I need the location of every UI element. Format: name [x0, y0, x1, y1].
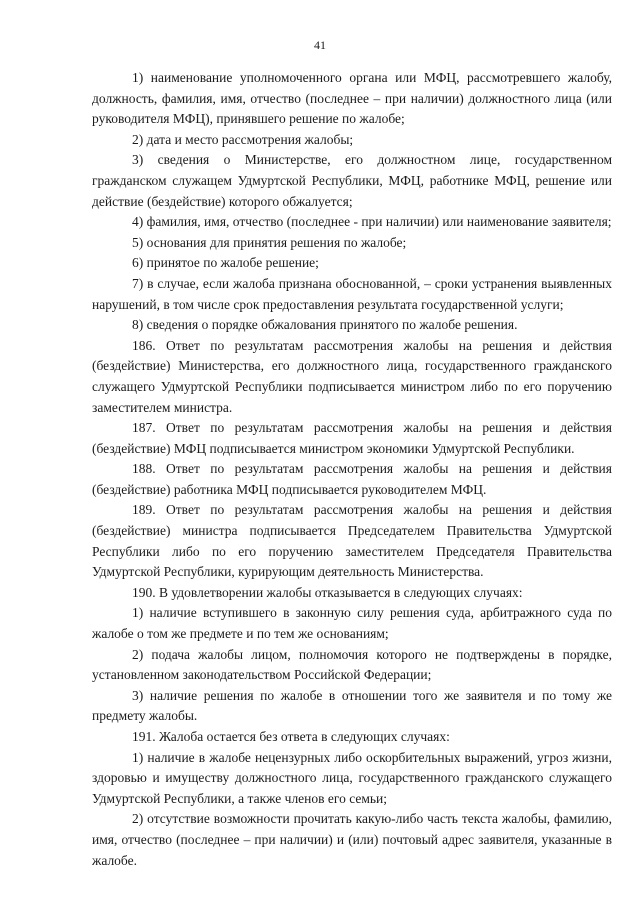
paragraph-188: 188. Ответ по результатам рассмотрения жалобы на решения и действия (бездействие) работника МФЦ подписывается руководителем МФЦ.	[92, 461, 612, 497]
paragraph-item-7-deadlines: 7) в случае, если жалоба признана обоснованной, – сроки устранения выявленных нарушений, в том числе срок предоставления результата государственной услуги;	[92, 275, 612, 312]
paragraph-191: 191. Жалоба остается без ответа в следующих случаях:	[132, 729, 450, 744]
paragraph-190-item-2: 2) подача жалобы лицом, полномочия которого не подтверждены в порядке, установленном законодательством Российской Федерации;	[92, 646, 612, 683]
paragraph-item-4-applicant: 4) фамилия, имя, отчество (последнее - при наличии) или наименование заявителя;	[132, 214, 612, 230]
paragraph-item-8-appeal: 8) сведения о порядке обжалования принятого по жалобе решения.	[132, 317, 518, 333]
paragraph-187: 187. Ответ по результатам рассмотрения жалобы на решения и действия (бездействие) МФЦ подписывается министром экономики Удмуртской Республики.	[92, 420, 612, 456]
paragraph-190-item-1: 1) наличие вступившего в законную силу решения суда, арбитражного суда по жалобе о том же предмете и по тем же основаниям;	[92, 605, 612, 642]
paragraph-item-2-date: 2) дата и место рассмотрения жалобы;	[132, 131, 354, 147]
page-number: 41	[314, 38, 326, 52]
paragraph-191-item-2: 2) отсутствие возможности прочитать какую-либо часть текста жалобы, фамилию, имя, отчество (последнее – при наличии) и (или) почтовый адрес заявителя, указанные в жалобе.	[92, 811, 612, 868]
paragraph-item-3-ministry-info: 3) сведения о Министерстве, его должностном лице, государственном гражданском служащем Удмуртской Республики, МФЦ, работнике МФЦ, решение или действие (бездействие) которого обжалуется;	[92, 152, 612, 209]
paragraph-item-5-grounds: 5) основания для принятия решения по жалобе;	[132, 234, 407, 250]
paragraph-191-item-1: 1) наличие в жалобе нецензурных либо оскорбительных выражений, угроз жизни, здоровью и имуществу должностного лица, государственного гражданского служащего Удмуртской Республики, а также членов его семьи;	[92, 749, 612, 806]
paragraph-190: 190. В удовлетворении жалобы отказывается в следующих случаях:	[132, 584, 523, 600]
paragraph-186: 186. Ответ по результатам рассмотрения жалобы на решения и действия (бездействие) Министерства, его должностного лица, государственного гражданского служащего Удмуртской Республики подписывается министром либо по его поручению заместителем министра.	[92, 337, 612, 415]
paragraph-189: 189. Ответ по результатам рассмотрения жалобы на решения и действия (бездействие) министра подписывается Председателем Правительства Удмуртской Республики либо по его поручению заместителем Председателя Правительства Удмуртской Республики, курирующим деятельность Министерства.	[92, 502, 612, 580]
paragraph-item-6-decision: 6) принятое по жалобе решение;	[132, 255, 319, 271]
document-body	[92, 68, 612, 871]
paragraph-190-item-3: 3) наличие решения по жалобе в отношении того же заявителя и по тому же предмету жалобы.	[92, 687, 612, 724]
paragraph-item-1-authority: 1) наименование уполномоченного органа или МФЦ, рассмотревшего жалобу, должность, фамилия, имя, отчество (последнее – при наличии) должностного лица (или руководителя МФЦ), принявшего решение по жалобе;	[92, 70, 612, 127]
